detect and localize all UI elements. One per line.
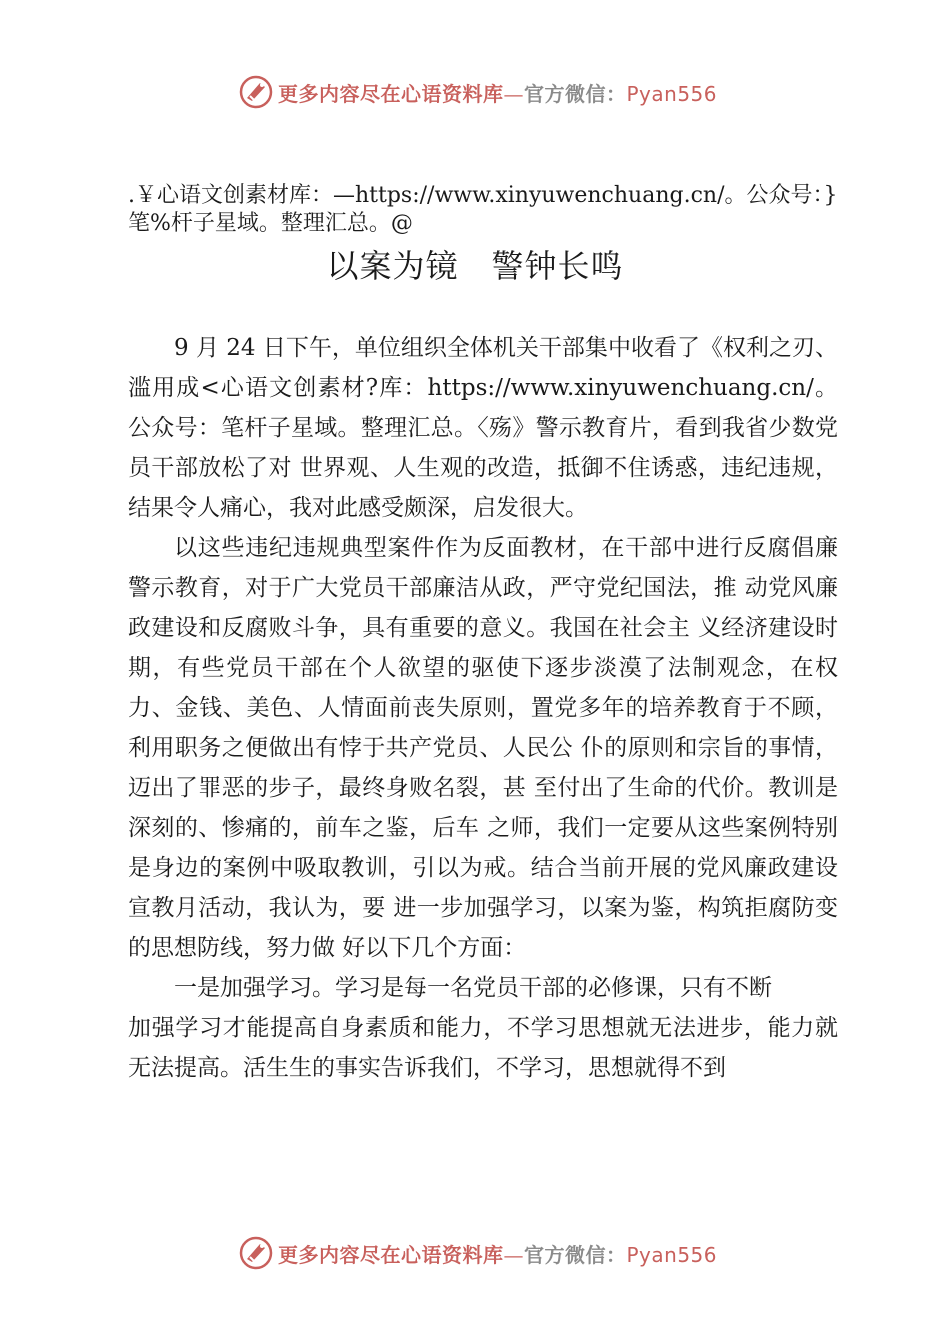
banner-text	[278, 78, 717, 107]
banner-text	[278, 1239, 717, 1268]
banner-dash: —	[503, 81, 524, 106]
brand-logo-icon	[238, 1235, 274, 1271]
banner-wechat-id: Pyan556	[626, 81, 718, 106]
banner-wechat-label: 官方微信：	[524, 1242, 627, 1267]
brand-logo-icon	[238, 74, 274, 110]
banner-library-text: 更多内容尽在心语资料库	[278, 81, 504, 106]
banner-wechat-label: 官方微信：	[524, 81, 627, 106]
banner-library-text: 更多内容尽在心语资料库	[278, 1242, 504, 1267]
header-banner	[238, 72, 758, 112]
paragraph-2: 以这些违纪违规典型案件作为反面教材，在干部中进行反腐倡廉警示教育，对于广大党员干部廉洁从政，严守党纪国法，推 动党风廉政建设和反腐败斗争，具有重要的意义。我国在社会主 义经济建设时期，有些党员干部在个人欲望的驱使下逐步淡漠了法制观念，在权力、金钱、美色、人情面前丧失原则，置党多年的培养教育于不顾，利用职务之便做出有悖于共产党员、人民公 仆的原则和宗旨的事情，迈出了罪恶的步子，最终身败名裂，甚 至付出了生命的代价。教训是深刻的、惨痛的，前车之鉴，后车 之师，我们一定要从这些案例特别是身边的案例中吸取教训，引以为戒。结合当前开展的党风廉政建设宣教月活动，我认为，要 进一步加强学习，以案为鉴，构筑拒腐防变的思想防线，努力做 好以下几个方面：	[128, 535, 838, 961]
banner-wechat-id: Pyan556	[626, 1242, 718, 1267]
paragraph-1: 9 月 24 日下午，单位组织全体机关干部集中收看了《权利之刃、滥用成<心语文创素材?库：https://www.xinyuwenchuang.cn/。公众号：笔杆子星域。整理汇总。〈殇》警示教育片，看到我省少数党员干部放松了对 世界观、人生观的改造，抵御不住诱惑，违纪违规，结果令人痛心，我对此感受颇深，启发很大。	[128, 335, 838, 521]
page-title: 以案为镜 警钟长鸣	[326, 247, 624, 285]
source-line: .￥心语文创素材库：—https://www.xinyuwenchuang.cn/。公众号：}笔%杆子星域。整理汇总。@	[128, 183, 838, 236]
footer-banner	[238, 1233, 758, 1273]
paragraph-3: 一是加强学习。学习是每一名党员干部的必修课，只有不断	[174, 975, 772, 1001]
paragraph-4: 加强学习才能提高自身素质和能力，不学习思想就无法进步，能力就无法提高。活生生的事实告诉我们，不学习，思想就得不到	[128, 1015, 838, 1081]
banner-dash: —	[503, 1242, 524, 1267]
article-body	[128, 328, 838, 1088]
